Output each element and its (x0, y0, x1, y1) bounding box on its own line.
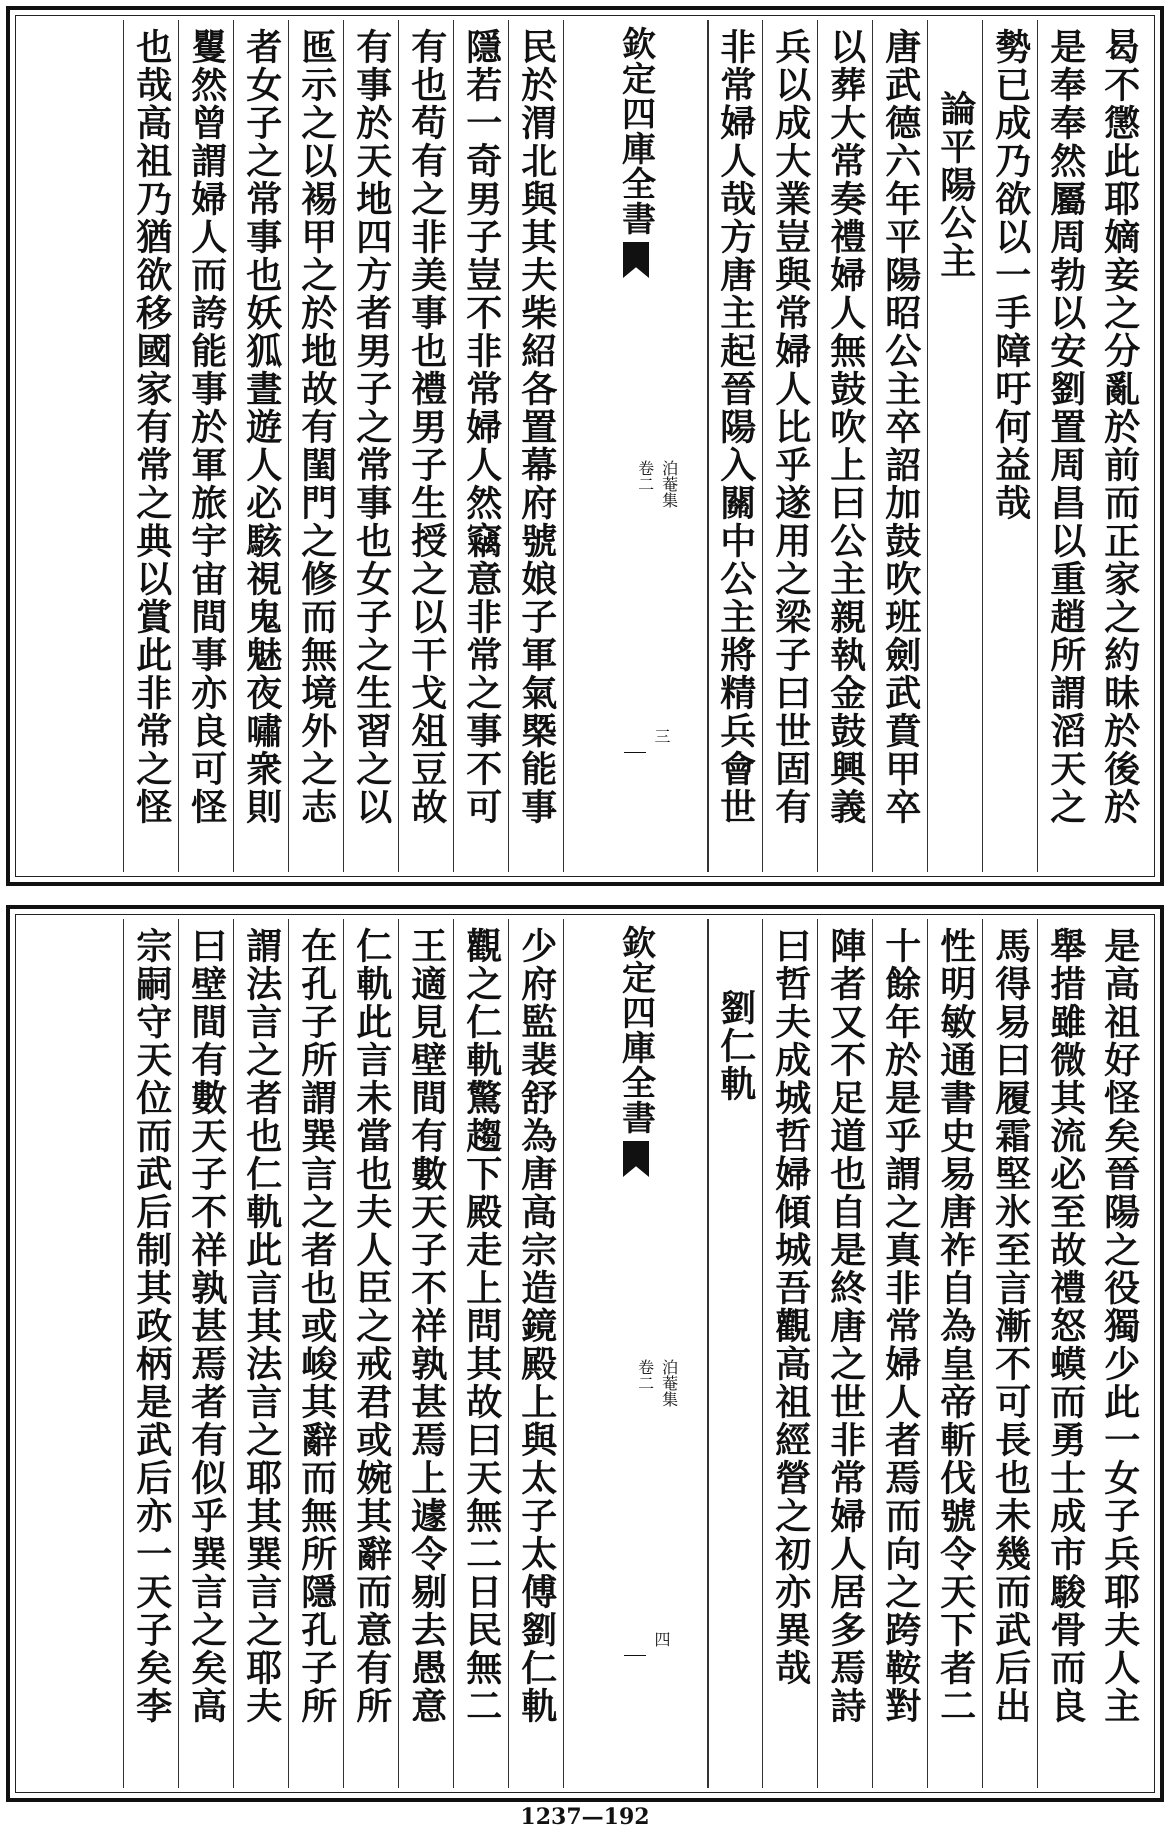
column-text: 馬得易曰履霜堅氷至言漸不可長也未幾而武后出 (989, 927, 1032, 1725)
text-column (1092, 20, 1146, 872)
column-text: 曰壁間有數天子不祥孰甚焉者有似乎巽言之矣高 (185, 927, 228, 1725)
column-text: 性明敏通書史易唐祚自為皇帝斬伐號令天下者二 (934, 927, 977, 1725)
column-text: 兵以成大業豈與常婦人比乎遂用之梁子曰世固有 (769, 28, 812, 826)
column-text: 宗嗣守天位而武后制其政柄是武后亦一天子矣李 (130, 927, 173, 1725)
text-column (927, 919, 982, 1788)
collection-title: 泊菴集 (659, 460, 679, 508)
text-column (288, 919, 343, 1788)
text-column (872, 919, 927, 1788)
book-title: 欽定四庫全書 (615, 26, 656, 236)
column-text: 唐武德六年平陽昭公主卒詔加鼓吹班劍武賁甲卒 (879, 28, 922, 826)
text-column (982, 919, 1037, 1788)
column-text: 勢已成乃欲以一手障吁何益哉 (989, 28, 1032, 522)
text-column (453, 919, 508, 1788)
column-text: 是高祖好怪矣晉陽之役獨少此一女子兵耶夫人主 (1098, 927, 1141, 1725)
text-column (398, 919, 453, 1788)
volume-label: 卷二 (635, 460, 655, 492)
section-title: 論平陽公主 (934, 90, 977, 280)
text-column (453, 20, 508, 872)
column-text: 仁軌此言未當也夫人臣之戒君或婉其辭而意有所 (350, 927, 393, 1725)
bottom-page-frame (20, 919, 1150, 1788)
text-column (872, 20, 927, 872)
text-column (817, 20, 872, 872)
page-center-fold (563, 20, 709, 872)
page-number-rule (624, 1655, 646, 1656)
volume-label: 卷二 (635, 1359, 655, 1391)
text-column (178, 20, 233, 872)
top-page (6, 6, 1164, 886)
column-text: 少府監裴舒為唐高宗造鏡殿上與太子太傅劉仁軌 (515, 927, 558, 1725)
column-text: 王適見壁間有數天子不祥孰甚焉上遽令剔去愚意 (405, 927, 448, 1725)
column-text: 非常婦人哉方唐主起晉陽入關中公主將精兵會世 (714, 28, 757, 826)
bottom-page (6, 905, 1164, 1802)
text-column (123, 20, 178, 872)
column-text: 曰哲夫成城哲婦傾城吾觀高祖經營之初亦異哉 (769, 927, 812, 1687)
section-title: 劉仁軌 (714, 989, 757, 1103)
text-column (1092, 919, 1146, 1788)
column-text: 曷不懲此耶嫡妾之分亂於前而正家之約昧於後於 (1098, 28, 1141, 826)
book-title: 欽定四庫全書 (615, 925, 656, 1135)
column-text: 也哉高祖乃猶欲移國家有常之典以賞此非常之怪 (130, 28, 173, 826)
collection-title: 泊菴集 (659, 1359, 679, 1407)
column-text: 陣者又不足道也自是終唐之世非常婦人居多焉詩 (824, 927, 867, 1725)
column-text: 隱若一奇男子豈不非常婦人然竊意非常之事不可 (460, 28, 503, 826)
column-text: 有事於天地四方者男子之常事也女子之生習之以 (350, 28, 393, 826)
text-column (343, 919, 398, 1788)
text-column (233, 20, 288, 872)
column-text: 匜示之以裼甲之於地故有閨門之修而無境外之志 (295, 28, 338, 826)
text-column (508, 919, 563, 1788)
section-title-column (927, 20, 982, 872)
text-column (1037, 919, 1092, 1788)
page-number: 三 (652, 728, 671, 744)
text-column (233, 919, 288, 1788)
text-column (982, 20, 1037, 872)
text-column (398, 20, 453, 872)
text-column (762, 20, 817, 872)
fishtail-mark-icon (623, 242, 649, 278)
top-page-frame (20, 20, 1150, 872)
text-column (288, 20, 343, 872)
column-text: 謂法言之者也仁軌此言其法言之耶其巽言之耶夫 (240, 927, 283, 1725)
text-column (817, 919, 872, 1788)
text-column (1037, 20, 1092, 872)
text-column (762, 919, 817, 1788)
text-column (343, 20, 398, 872)
column-text: 矍然曾謂婦人而誇能事於軍旅宇宙間事亦良可怪 (185, 28, 228, 826)
text-column (178, 919, 233, 1788)
text-column (508, 20, 563, 872)
text-column (707, 20, 762, 872)
column-text: 在孔子所謂巽言之者也或峻其辭而無所隱孔子所 (295, 927, 338, 1725)
column-text: 民於渭北與其夫柴紹各置幕府號娘子軍氣槩能事 (515, 28, 558, 826)
page-number: 四 (652, 1631, 671, 1647)
column-text: 有也苟有之非美事也禮男子生授之以干戈俎豆故 (405, 28, 448, 826)
fishtail-mark-icon (623, 1141, 649, 1177)
page-center-fold (563, 919, 709, 1788)
page-number-rule (624, 752, 646, 753)
column-text: 是奉奉然屬周勃以安劉置周昌以重趙所謂滔天之 (1044, 28, 1087, 826)
column-text: 觀之仁軌驚趨下殿走上問其故曰天無二日民無二 (460, 927, 503, 1725)
column-text: 者女子之常事也妖狐晝遊人必駭視鬼魅夜嘯衆則 (240, 28, 283, 826)
column-text: 十餘年於是乎謂之真非常婦人者焉而向之跨鞍對 (879, 927, 922, 1725)
footer-page-code: 1237—192 (520, 1804, 650, 1830)
column-text: 以葬大常奏禮婦人無鼓吹上曰公主親執金鼓興義 (824, 28, 867, 826)
section-title-column (707, 919, 762, 1788)
column-text: 舉措雖微其流必至故禮怒蟆而勇士成市駿骨而良 (1044, 927, 1087, 1725)
text-column (123, 919, 178, 1788)
